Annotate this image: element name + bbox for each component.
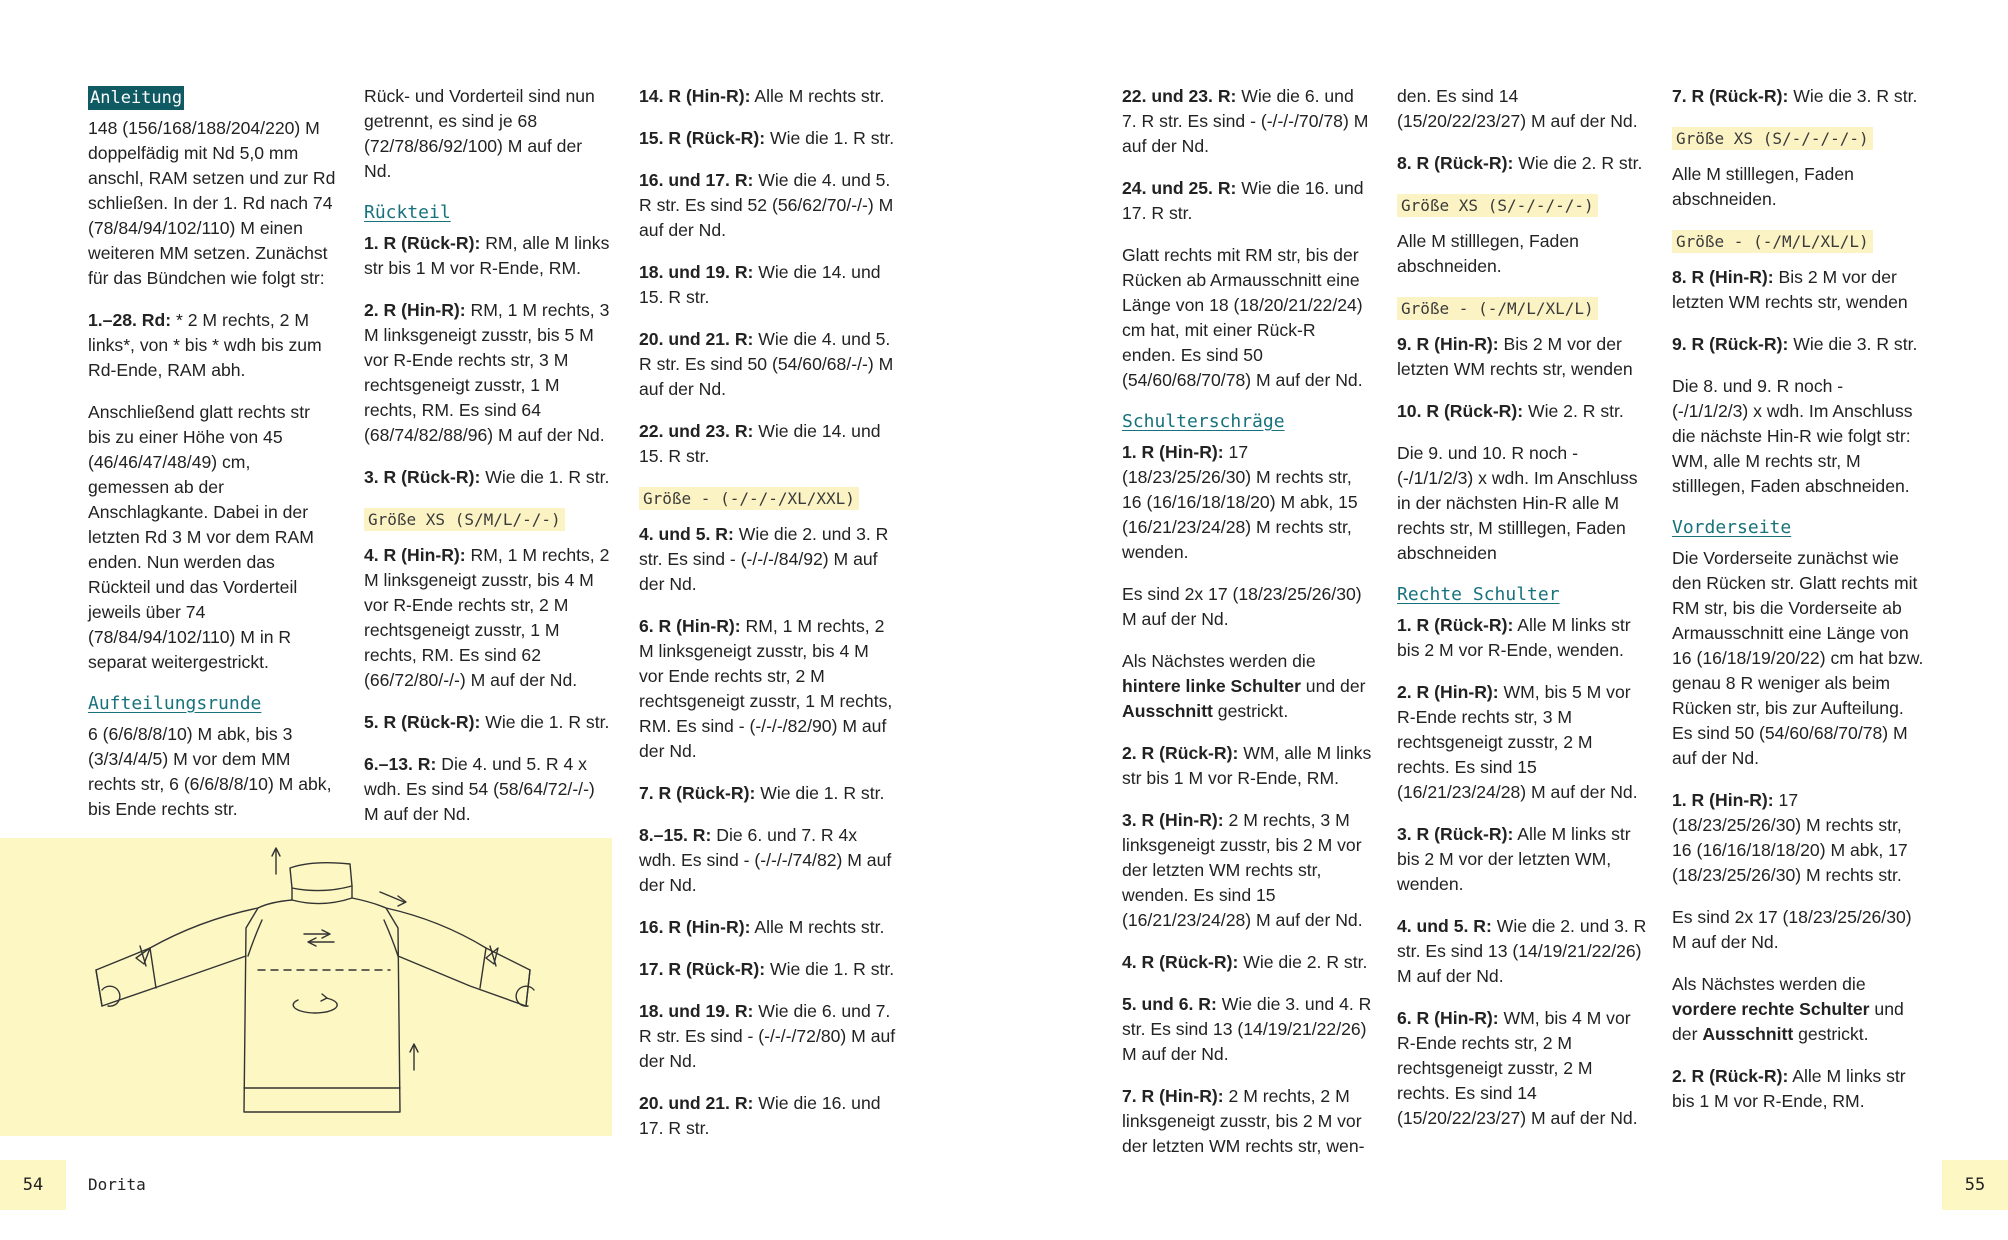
row-label: 22. und 23. R: — [1122, 86, 1237, 106]
row-label: 1. R (Hin-R): — [1672, 790, 1774, 810]
paragraph: 148 (156/168/188/204/220) M doppelfädig mit Nd 5,0 mm anschl, RAM setzen und zur Rd schließen. In der 1. Rd nach 74 (78/84/94/102/110) M einen weiteren MM setzen. Zunächst für das Bündchen wie folgt str: — [88, 118, 336, 288]
size-label: Größe XS (S/-/-/-/-) — [1397, 194, 1598, 217]
row-text: Alle M rechts str. — [750, 917, 885, 937]
row-label: 16. und 17. R: — [639, 170, 754, 190]
page-number-right: 55 — [1942, 1160, 2008, 1210]
row-text: Wie die 2. und 3. R str. Es sind - (-/-/-/84/92) M auf der Nd. — [639, 524, 889, 594]
instruction — [88, 308, 336, 383]
row-text: Alle M links str bis 2 M vor der letzten WM, wenden. — [1397, 824, 1631, 894]
row-text: RM, 1 M rechts, 3 M linksgeneigt zusstr, bis 5 M vor R-Ende rechts str, 3 M rechtsgeneigt zusstr, 1 M rechts, RM. Es sind 64 (68/74/82/88/96) M auf der Nd. — [364, 300, 610, 445]
instruction — [1672, 332, 1924, 357]
instruction — [639, 419, 897, 469]
row-label: 10. R (Rück-R): — [1397, 401, 1524, 421]
section-heading-anleitung: Anleitung — [90, 88, 183, 108]
row-text: Wie die 16. und 17. R str. — [639, 1093, 881, 1138]
instruction — [1122, 1084, 1372, 1159]
row-label: 15. R (Rück-R): — [639, 128, 766, 148]
instruction — [364, 465, 614, 490]
section-heading-schulterschraege: Schulterschräge — [1122, 411, 1285, 432]
row-text: Die 6. und 7. R 4x wdh. Es sind - (-/-/-/74/82) M auf der Nd. — [639, 825, 892, 895]
row-text: Wie die 2. R str. — [1513, 153, 1643, 173]
row-text: Wie die 6. und 7. R str. Es sind - (-/-/-/72/80) M auf der Nd. — [639, 1001, 896, 1071]
row-label: 7. R (Hin-R): — [1122, 1086, 1224, 1106]
row-text: Wie die 6. und 7. R str. Es sind - (-/-/-/70/78) M auf der Nd. — [1122, 86, 1369, 156]
page-number-left: 54 — [0, 1160, 66, 1210]
row-label: 17. R (Rück-R): — [639, 959, 766, 979]
row-text: RM, 1 M rechts, 2 M linksgeneigt zusstr, bis 4 M vor Ende rechts str, 2 M rechtsgeneigt zusstr, 1 M rechts, RM. Es sind - (-/-/-/82/90) M auf der Nd. — [639, 616, 893, 761]
row-text: Wie die 3. R str. — [1788, 86, 1918, 106]
text: Als Nächstes werden die — [1122, 651, 1316, 671]
row-text: Bis 2 M vor der letzten WM rechts str, wenden — [1397, 334, 1633, 379]
row-text: Wie die 14. und 15. R str. — [639, 421, 881, 466]
size-label: Größe XS (S/-/-/-/-) — [1672, 127, 1873, 150]
instruction — [1672, 84, 1924, 109]
row-text: * 2 M rechts, 2 M links*, von * bis * wdh bis zum Rd-Ende, RAM abh. — [88, 310, 322, 380]
row-text: Alle M links str bis 2 M vor R-Ende, wenden. — [1397, 615, 1631, 660]
instruction — [639, 327, 897, 402]
instruction — [364, 231, 614, 281]
instruction — [639, 614, 897, 764]
row-label: 5. und 6. R: — [1122, 994, 1217, 1014]
instruction — [1122, 84, 1372, 159]
instruction — [1397, 613, 1647, 663]
row-label: 1. R (Rück-R): — [1397, 615, 1514, 635]
row-label: 4. R (Hin-R): — [364, 545, 466, 565]
paragraph: Die Vorderseite zunächst wie den Rücken str. Glatt rechts mit RM str, bis die Vorderseite ab Armausschnitt eine Länge von 16 (16/18/19/20/22) cm hat bzw. genau 8 R weniger als beim Rücken str, bis zur Aufteilung. Es sind 50 (54/60/68/70/78) M auf der Nd. — [1672, 548, 1924, 768]
column-3 — [639, 80, 897, 1158]
instruction — [1672, 265, 1924, 315]
paragraph — [1672, 972, 1924, 1047]
row-text: Wie die 3. und 4. R str. Es sind 13 (14/19/21/22/26) M auf der Nd. — [1122, 994, 1372, 1064]
paragraph: 6 (6/6/8/8/10) M abk, bis 3 (3/3/4/4/5) M vor dem MM rechts str, 6 (6/6/8/8/10) M abk, bis Ende rechts str. — [88, 724, 332, 819]
instruction — [364, 298, 614, 448]
instruction — [1397, 1006, 1647, 1131]
row-label: 18. und 19. R: — [639, 1001, 754, 1021]
row-label: 3. R (Rück-R): — [364, 467, 481, 487]
row-text: Wie die 1. R str. — [480, 712, 610, 732]
row-text: Wie die 4. und 5. R str. Es sind 52 (56/62/70/-/-) M auf der Nd. — [639, 170, 894, 240]
instruction — [1122, 741, 1372, 791]
paragraph: Alle M stilllegen, Faden abschneiden. — [1397, 231, 1579, 276]
row-text: RM, alle M links str bis 1 M vor R-Ende, RM. — [364, 233, 610, 278]
instruction — [639, 823, 897, 898]
row-text: WM, bis 4 M vor R-Ende rechts str, 2 M rechtsgeneigt zusstr, 2 M rechts. Es sind 14 (15/20/22/23/27) M auf der Nd. — [1397, 1008, 1638, 1128]
size-label: Größe - (-/M/L/XL/L) — [1672, 230, 1873, 253]
row-label: 6. R (Hin-R): — [639, 616, 741, 636]
row-label: 3. R (Hin-R): — [1122, 810, 1224, 830]
paragraph: Rück- und Vorderteil sind nun getrennt, es sind je 68 (72/78/86/92/100) M auf der Nd. — [364, 86, 595, 181]
emphasis: vordere rechte Schulter — [1672, 999, 1870, 1019]
paragraph: Anschließend glatt rechts str bis zu einer Höhe von 45 (46/46/47/48/49) cm, gemessen ab der Anschlagkante. Dabei in der letzten Rd 3 M vor dem RAM enden. Nun werden das Rückteil und das Vorderteil jeweils über 74 (78/84/94/102/110) M in R separat weitergestrickt. — [88, 402, 314, 672]
row-text: WM, alle M links str bis 1 M vor R-Ende, RM. — [1122, 743, 1372, 788]
text: und der — [1672, 999, 1904, 1044]
row-label: 8. R (Hin-R): — [1672, 267, 1774, 287]
row-text: Wie die 1. R str. — [755, 783, 885, 803]
instruction — [639, 168, 897, 243]
paragraph — [1122, 649, 1372, 724]
row-label: 9. R (Hin-R): — [1397, 334, 1499, 354]
row-text: Alle M rechts str. — [750, 86, 885, 106]
text: und der — [1300, 676, 1366, 696]
emphasis: Ausschnitt — [1702, 1024, 1794, 1044]
column-2 — [364, 80, 614, 844]
paragraph: Glatt rechts mit RM str, bis der Rücken ab Armausschnitt eine Länge von 18 (18/20/21/22/24) cm hat, mit einer Rück-R enden. Es sind 50 (54/60/68/70/78) M auf der Nd. — [1122, 245, 1363, 390]
row-text: Wie die 2. R str. — [1238, 952, 1368, 972]
instruction — [639, 915, 897, 940]
row-label: 1.–28. Rd: — [88, 310, 172, 330]
row-label: 20. und 21. R: — [639, 329, 754, 349]
row-label: 4. R (Rück-R): — [1122, 952, 1239, 972]
instruction — [364, 543, 614, 693]
row-label: 2. R (Hin-R): — [1397, 682, 1499, 702]
column-4 — [1122, 80, 1372, 1176]
paragraph: Die 8. und 9. R noch - (-/1/1/2/3) x wdh. Im Anschluss die nächste Hin-R wie folgt str: WM, alle M rechts str, M stilllegen, Faden abschneiden. — [1672, 376, 1913, 496]
instruction — [639, 1091, 897, 1141]
row-label: 16. R (Hin-R): — [639, 917, 751, 937]
row-label: 2. R (Rück-R): — [1672, 1066, 1789, 1086]
instruction — [364, 710, 614, 735]
row-text: Wie die 16. und 17. R str. — [1122, 178, 1364, 223]
row-text: Wie die 14. und 15. R str. — [639, 262, 881, 307]
row-text: Wie die 1. R str. — [480, 467, 610, 487]
row-label: 6.–13. R: — [364, 754, 437, 774]
instruction — [364, 752, 614, 827]
row-text: Wie die 4. und 5. R str. Es sind 50 (54/60/68/-/-) M auf der Nd. — [639, 329, 894, 399]
instruction — [1397, 914, 1647, 989]
instruction — [1672, 788, 1924, 888]
row-text: WM, bis 5 M vor R-Ende rechts str, 3 M rechtsgeneigt zusstr, 2 M rechts. Es sind 15 (16/21/23/24/28) M auf der Nd. — [1397, 682, 1638, 802]
instruction — [639, 126, 897, 151]
row-label: 3. R (Rück-R): — [1397, 824, 1514, 844]
section-heading-rechte-schulter: Rechte Schulter — [1397, 584, 1560, 605]
row-label: 7. R (Rück-R): — [1672, 86, 1789, 106]
column-5 — [1397, 80, 1647, 1148]
row-text: 17 (18/23/25/26/30) M rechts str, 16 (16/16/18/18/20) M abk, 15 (16/21/23/24/28) M rechts str, wenden. — [1122, 442, 1358, 562]
instruction — [1397, 332, 1647, 382]
row-label: 4. und 5. R: — [639, 524, 734, 544]
section-heading-aufteilungsrunde: Aufteilungsrunde — [88, 693, 262, 714]
row-text: Bis 2 M vor der letzten WM rechts str, wenden — [1672, 267, 1908, 312]
row-text: Die 4. und 5. R 4 x wdh. Es sind 54 (58/64/72/-/-) M auf der Nd. — [364, 754, 595, 824]
size-label: Größe - (-/-/-/XL/XXL) — [639, 487, 859, 510]
paragraph: Alle M stilllegen, Faden abschneiden. — [1672, 164, 1854, 209]
instruction — [1122, 808, 1372, 933]
footer-title: Dorita — [88, 1175, 146, 1194]
instruction — [639, 84, 897, 109]
section-heading-rueckteil: Rückteil — [364, 202, 451, 223]
instruction — [1672, 1064, 1924, 1114]
row-text: 2 M rechts, 3 M linksgeneigt zusstr, bis 2 M vor der letzten WM rechts str, wenden. Es sind 15 (16/21/23/24/28) M auf der Nd. — [1122, 810, 1363, 930]
row-text: Wie die 1. R str. — [765, 128, 895, 148]
row-label: 9. R (Rück-R): — [1672, 334, 1789, 354]
row-label: 1. R (Hin-R): — [1122, 442, 1224, 462]
row-label: 8. R (Rück-R): — [1397, 153, 1514, 173]
row-label: 5. R (Rück-R): — [364, 712, 481, 732]
row-text: 17 (18/23/25/26/30) M rechts str, 16 (16/16/18/18/20) M abk, 17 (18/23/25/26/30) M rechts str. — [1672, 790, 1908, 885]
instruction — [1122, 950, 1372, 975]
row-label: 20. und 21. R: — [639, 1093, 754, 1113]
instruction — [1397, 822, 1647, 897]
column-1 — [88, 80, 336, 839]
text: gestrickt. — [1212, 701, 1289, 721]
row-label: 4. und 5. R: — [1397, 916, 1492, 936]
instruction — [639, 522, 897, 597]
sweater-diagram-icon — [0, 838, 612, 1136]
emphasis: hintere linke Schulter — [1122, 676, 1301, 696]
instruction — [1122, 992, 1372, 1067]
row-text: Wie die 1. R str. — [765, 959, 895, 979]
row-text: 2 M rechts, 2 M linksgeneigt zusstr, bis 2 M vor der letzten WM rechts str, wen- — [1122, 1086, 1365, 1156]
column-6 — [1672, 80, 1924, 1131]
instruction — [639, 260, 897, 310]
emphasis: Ausschnitt — [1122, 701, 1213, 721]
row-label: 7. R (Rück-R): — [639, 783, 756, 803]
section-heading-vorderseite: Vorderseite — [1672, 517, 1792, 538]
row-label: 8.–15. R: — [639, 825, 712, 845]
row-label: 2. R (Rück-R): — [1122, 743, 1239, 763]
row-text: Wie die 3. R str. — [1788, 334, 1918, 354]
row-label: 2. R (Hin-R): — [364, 300, 466, 320]
instruction — [1122, 176, 1372, 226]
row-text: Wie 2. R str. — [1523, 401, 1624, 421]
instruction — [1397, 399, 1647, 424]
paragraph: Es sind 2x 17 (18/23/25/26/30) M auf der Nd. — [1672, 907, 1912, 952]
instruction — [1397, 151, 1647, 176]
text: Als Nächstes werden die — [1672, 974, 1866, 994]
row-text: Wie die 2. und 3. R str. Es sind 13 (14/19/21/22/26) M auf der Nd. — [1397, 916, 1647, 986]
instruction — [639, 999, 897, 1074]
paragraph: Es sind 2x 17 (18/23/25/26/30) M auf der Nd. — [1122, 584, 1362, 629]
size-label: Größe XS (S/M/L/-/-) — [364, 508, 565, 531]
row-text: RM, 1 M rechts, 2 M linksgeneigt zusstr, bis 4 M vor R-Ende rechts str, 2 M rechtsgeneigt zusstr, 1 M rechts, RM. Es sind 62 (66/72/80/-/-) M auf der Nd. — [364, 545, 610, 690]
text: gestrickt. — [1793, 1024, 1869, 1044]
instruction — [639, 781, 897, 806]
size-label: Größe - (-/M/L/XL/L) — [1397, 297, 1598, 320]
row-label: 24. und 25. R: — [1122, 178, 1237, 198]
paragraph: den. Es sind 14 (15/20/22/23/27) M auf der Nd. — [1397, 86, 1638, 131]
paragraph: Die 9. und 10. R noch - (-/1/1/2/3) x wdh. Im Anschluss in der nächsten Hin-R alle M rechts str, M stilllegen, Faden abschneiden — [1397, 443, 1638, 563]
row-label: 6. R (Hin-R): — [1397, 1008, 1499, 1028]
row-text: Alle M links str bis 1 M vor R-Ende, RM. — [1672, 1066, 1906, 1111]
instruction — [639, 957, 897, 982]
row-label: 14. R (Hin-R): — [639, 86, 751, 106]
row-label: 22. und 23. R: — [639, 421, 754, 441]
row-label: 18. und 19. R: — [639, 262, 754, 282]
sweater-illustration-panel — [0, 838, 612, 1136]
instruction — [1397, 680, 1647, 805]
row-label: 1. R (Rück-R): — [364, 233, 481, 253]
instruction — [1122, 440, 1372, 565]
